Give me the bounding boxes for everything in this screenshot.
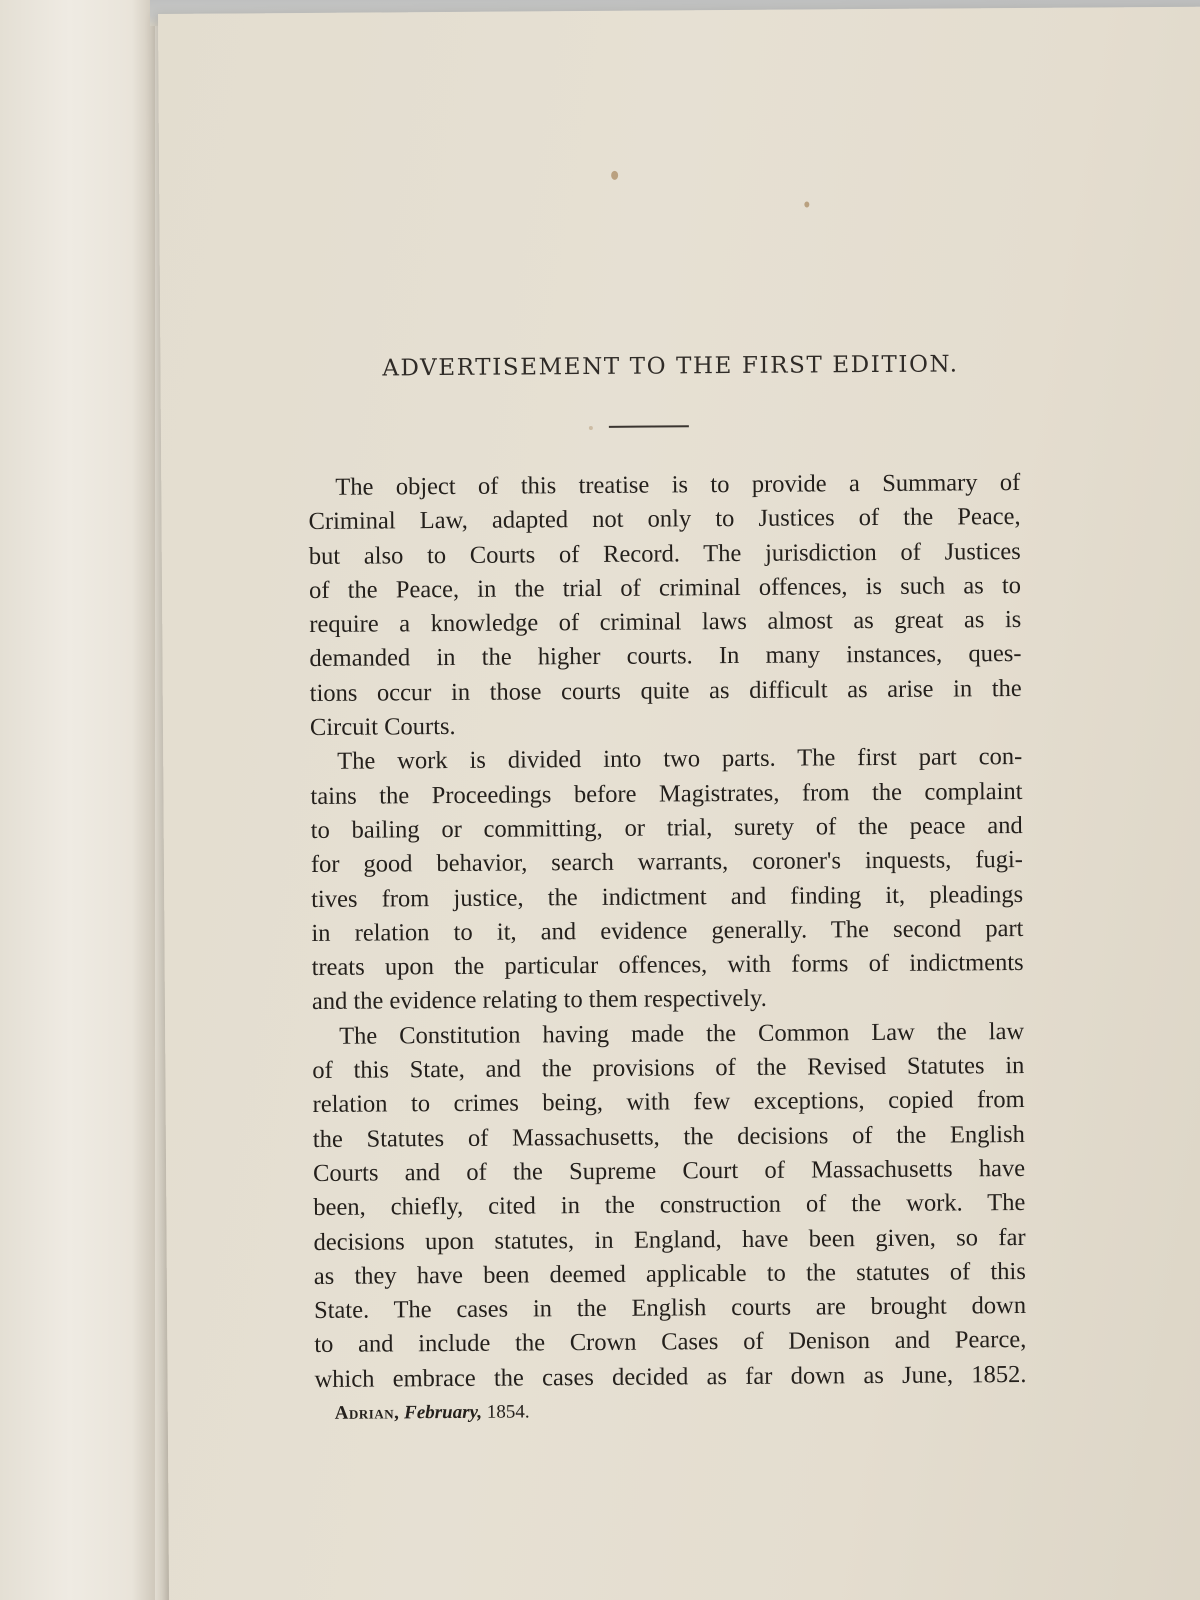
foxing-spot: [611, 171, 618, 180]
text-line: to and include the Crown Cases of Denison and Pearce,: [314, 1326, 1027, 1359]
text-line: The Constitution having made the Common Law the law: [339, 1017, 1025, 1050]
text-line: State. The cases in the English courts are brought down: [313, 1292, 1027, 1325]
text-line: in relation to it, and evidence generally. The second part: [311, 914, 1024, 947]
text-line: relation to crimes being, with few exceptions, copied from: [312, 1086, 1025, 1119]
signature-year: 1854.: [486, 1401, 530, 1423]
foxing-spot: [589, 426, 593, 430]
text-line: but also to Courts of Record. The jurisdiction of Justices: [308, 537, 1021, 570]
text-line: and the evidence relating to them respectively.: [311, 985, 767, 1016]
text-line: tains the Proceedings before Magistrates, from the complaint: [310, 777, 1023, 810]
page-heading: ADVERTISEMENT TO THE FIRST EDITION.: [382, 351, 959, 382]
text-line: tions occur in those courts quite as difficult as arise in the: [309, 674, 1022, 707]
text-line: of the Peace, in the trial of criminal offences, is such as to: [308, 571, 1022, 604]
text-line: Courts and of the Supreme Court of Massachusetts have: [313, 1154, 1026, 1187]
left-facing-page: [0, 0, 155, 1600]
text-line: The object of this treatise is to provide a Summary of: [335, 468, 1021, 501]
heading-rule: [609, 425, 689, 428]
text-line: treats upon the particular offences, with forms of indictments: [311, 949, 1024, 982]
signature-place: Adrian,: [334, 1402, 400, 1424]
text-line: Criminal Law, adapted not only to Justices of the Peace,: [308, 503, 1021, 536]
text-line: as they have been deemed applicable to the statutes of this: [313, 1257, 1026, 1290]
text-line: for good behavior, search warrants, coroner's inquests, fugi-: [310, 846, 1024, 879]
text-line: of this State, and the provisions of the Revised Statutes in: [312, 1052, 1025, 1084]
foxing-spot: [804, 201, 809, 207]
text-line: decisions upon statutes, in England, have been given, so far: [313, 1223, 1026, 1256]
text-line: tives from justice, the indictment and finding it, pleadings: [311, 880, 1024, 913]
text-line: require a knowledge of criminal laws almost as great as is: [309, 606, 1022, 639]
text-line: Circuit Courts.: [309, 713, 456, 742]
book-page: [158, 7, 1200, 1600]
text-line: The work is divided into two parts. The first part con-: [337, 743, 1023, 776]
text-line: the Statutes of Massachusetts, the decisions of the English: [312, 1120, 1025, 1153]
text-line: demanded in the higher courts. In many instances, ques-: [309, 640, 1022, 673]
signature-month: February,: [404, 1401, 483, 1424]
body-text: [308, 466, 1027, 1429]
text-line: which embrace the cases decided as far down as June, 1852.: [314, 1360, 1027, 1393]
text-line: been, chiefly, cited in the construction of the work. The: [313, 1189, 1026, 1222]
text-line: to bailing or committing, or trial, surety of the peace and: [310, 811, 1023, 844]
signature-line: [315, 1394, 1027, 1429]
